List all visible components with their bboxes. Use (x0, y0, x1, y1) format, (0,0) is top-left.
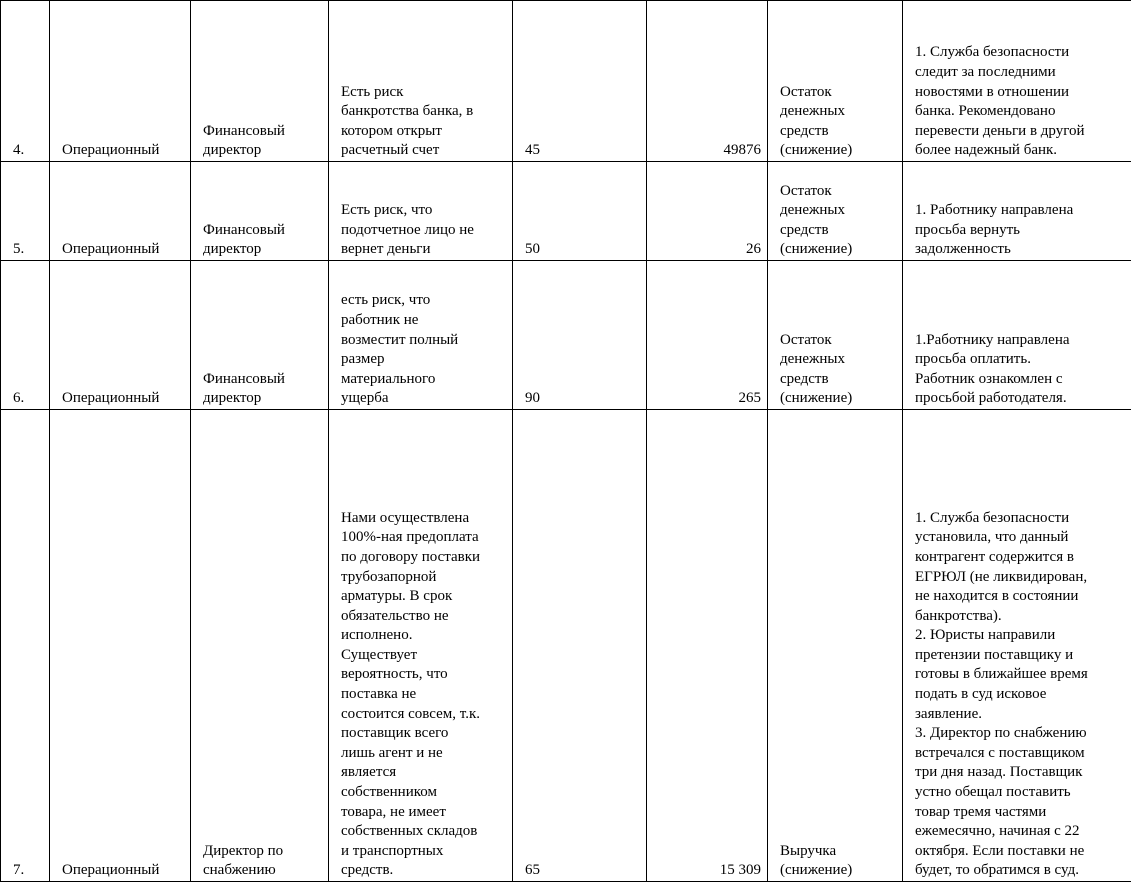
row-number: 4. (1, 1, 50, 162)
table-row (1, 162, 1131, 261)
affected-indicator: Остаток денежных средств (снижение) (768, 1, 903, 162)
affected-indicator: Остаток денежных средств (снижение) (768, 162, 903, 261)
table-row (1, 410, 1131, 882)
mitigation-measures: 1. Служба безопасности следит за последними новостями в отношении банка. Рекомендовано перевести деньги в другой более надежный банк. (903, 1, 1131, 162)
mitigation-measures: 1. Служба безопасности установила, что данный контрагент содержится в ЕГРЮЛ (не ликвидирован, не находится в состоянии банкротства). 2. Юристы направили претензии поставщику и готовы в ближайшее время подать в суд исковое заявление. 3. Директор по снабжению встречался с поставщиком три дня назад. Поставщик устно обещал поставить товар тремя частями ежемесячно, начиная с 22 октября. Если поставки не будет, то обратимся в суд. (903, 410, 1131, 882)
risk-description: Есть риск, что подотчетное лицо не вернет деньги (329, 162, 513, 261)
affected-indicator: Выручка (снижение) (768, 410, 903, 882)
risk-description: есть риск, что работник не возместит полный размер материального ущерба (329, 261, 513, 410)
risk-owner: Финансовый директор (191, 162, 329, 261)
affected-indicator: Остаток денежных средств (снижение) (768, 261, 903, 410)
risk-owner: Директор по снабжению (191, 410, 329, 882)
risk-score: 90 (513, 261, 647, 410)
table-row (1, 261, 1131, 410)
risk-description: Нами осуществлена 100%-ная предоплата по договору поставки трубозапорной арматуры. В срок обязательство не исполнено. Существует вероятность, что поставка не состоится совсем, т.к. поставщик всего лишь агент и не является собственником товара, не имеет собственных складов и транспортных средств. (329, 410, 513, 882)
mitigation-measures: 1. Работнику направлена просьба вернуть задолженность (903, 162, 1131, 261)
table-row (1, 1, 1131, 162)
risk-score: 45 (513, 1, 647, 162)
row-number: 6. (1, 261, 50, 410)
risk-amount: 15 309 (647, 410, 768, 882)
risk-description: Есть риск банкротства банка, в котором открыт расчетный счет (329, 1, 513, 162)
risk-score: 50 (513, 162, 647, 261)
risk-type: Операционный (50, 162, 191, 261)
risk-owner: Финансовый директор (191, 261, 329, 410)
risk-amount: 265 (647, 261, 768, 410)
risk-amount: 49876 (647, 1, 768, 162)
risk-owner: Финансовый директор (191, 1, 329, 162)
risk-type: Операционный (50, 261, 191, 410)
mitigation-measures: 1.Работнику направлена просьба оплатить. Работник ознакомлен с просьбой работодателя. (903, 261, 1131, 410)
row-number: 7. (1, 410, 50, 882)
risk-type: Операционный (50, 1, 191, 162)
risk-amount: 26 (647, 162, 768, 261)
risk-type: Операционный (50, 410, 191, 882)
risk-score: 65 (513, 410, 647, 882)
row-number: 5. (1, 162, 50, 261)
